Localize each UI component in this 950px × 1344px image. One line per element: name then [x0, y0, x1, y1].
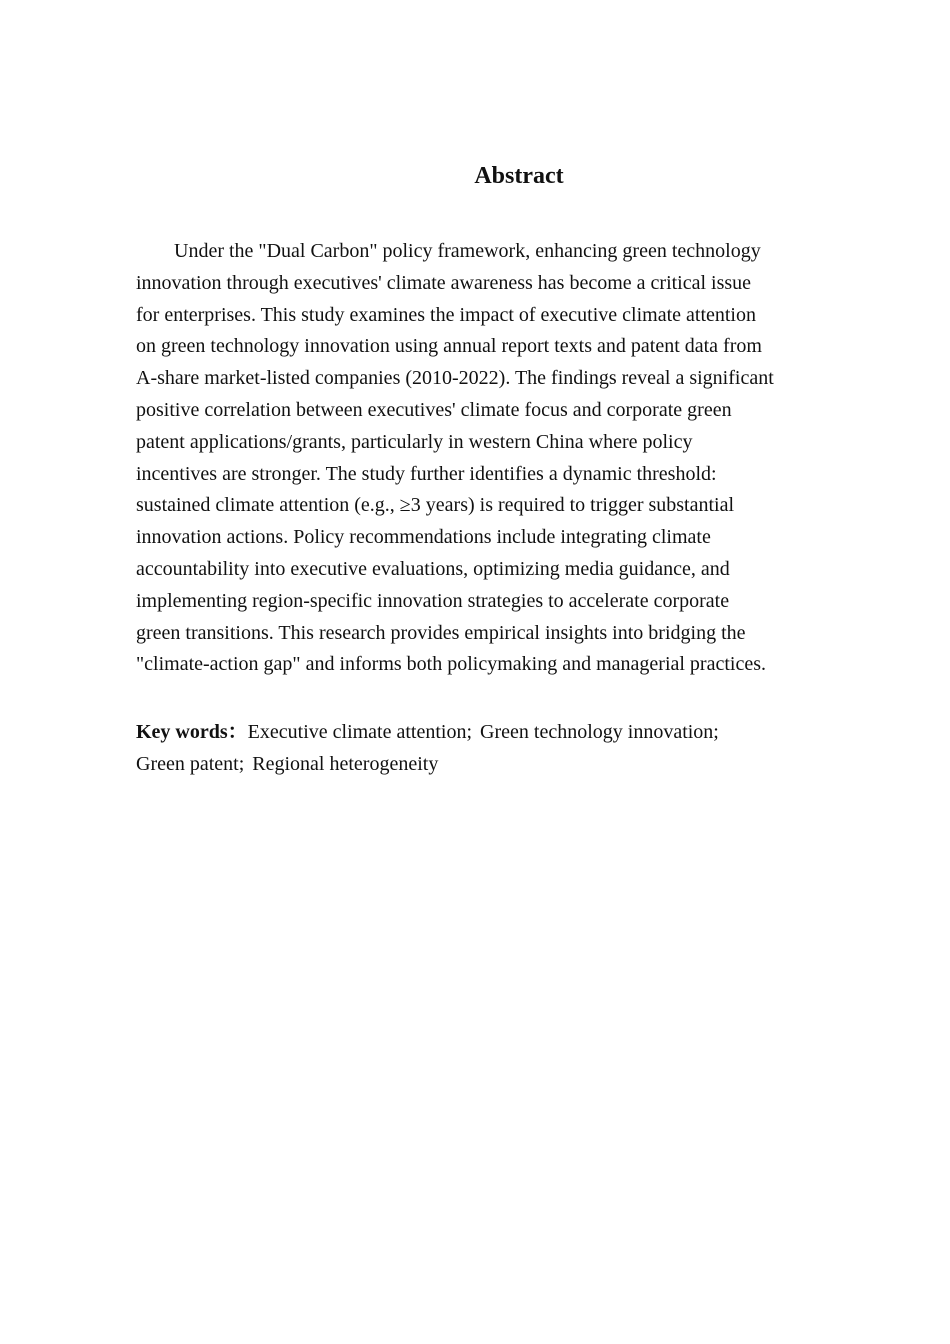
abstract-line: incentives are stronger. The study further identifies a dynamic threshold: — [136, 462, 717, 485]
keyword-item: Green patent; — [136, 753, 245, 775]
abstract-line: implementing region-specific innovation strategies to accelerate corporate — [136, 589, 730, 612]
abstract-line: on green technology innovation using annual report texts and patent data from — [136, 335, 762, 358]
abstract-line: A-share market-listed companies (2010-2022). The findings reveal a significant — [136, 367, 774, 390]
abstract-line: Under the "Dual Carbon" policy framework, enhancing green technology — [174, 240, 761, 262]
keywords-line — [136, 716, 856, 748]
abstract-title: Abstract — [474, 163, 564, 189]
abstract-line: accountability into executive evaluations, optimizing media guidance, and — [136, 557, 730, 580]
abstract-paragraph — [136, 236, 856, 681]
abstract-line: "climate-action gap" and informs both policymaking and managerial practices. — [136, 653, 766, 676]
abstract-line: innovation through executives' climate awareness has become a critical issue — [136, 271, 752, 294]
keywords-label: Key words： — [136, 721, 248, 743]
abstract-line: green transitions. This research provides empirical insights into bridging the — [136, 621, 746, 644]
keywords-line — [136, 748, 856, 780]
abstract-line: positive correlation between executives' climate focus and corporate green — [136, 398, 732, 421]
abstract-line: patent applications/grants, particularly in western China where policy — [136, 430, 693, 453]
keyword-item: Regional heterogeneity — [252, 753, 439, 775]
keywords-section — [136, 716, 856, 780]
abstract-line: sustained climate attention (e.g., ≥3 years) is required to trigger substantial — [136, 494, 735, 517]
abstract-line: for enterprises. This study examines the impact of executive climate attention — [136, 303, 756, 326]
keyword-item: Green technology innovation; — [480, 721, 719, 743]
keyword-item: Executive climate attention; — [247, 721, 473, 743]
abstract-line: innovation actions. Policy recommendations include integrating climate — [136, 526, 711, 549]
